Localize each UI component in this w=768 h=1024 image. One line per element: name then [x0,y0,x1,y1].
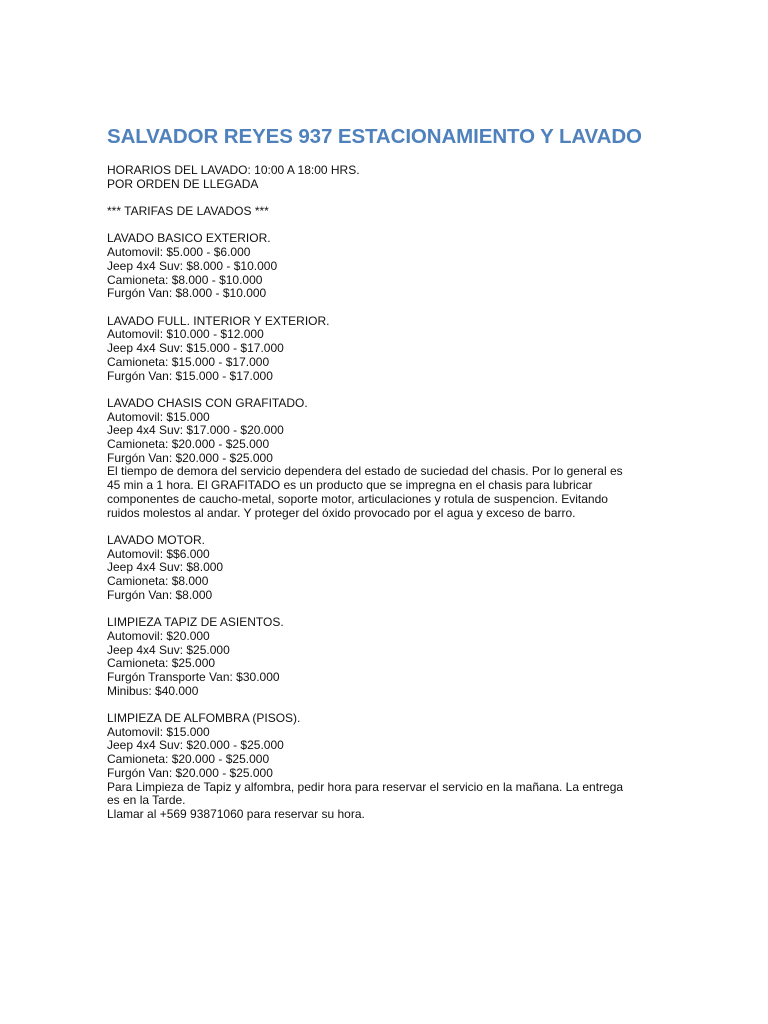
section-lavado-motor [107,534,667,603]
price-line: Automovil: $15.000 [107,724,210,739]
note-line: componentes de caucho-metal, soporte motor, articulaciones y rotula de suspencion. Evitando [107,491,608,506]
section-limpieza-tapiz [107,616,667,698]
price-line: Camioneta: $8.000 - $10.000 [107,272,263,287]
price-line: Camioneta: $20.000 - $25.000 [107,437,270,451]
price-line: Camioneta: $15.000 - $17.000 [107,354,270,369]
tarifas-heading: *** TARIFAS DE LAVADOS *** [107,204,269,219]
price-line: Furgón Van: $8.000 [107,587,213,602]
price-line: Furgón Van: $20.000 - $25.000 [107,765,273,780]
price-line: Camioneta: $25.000 [107,656,216,671]
note-line: ruidos molestos al andar. Y proteger del óxido provocado por el agua y exceso de barro. [107,505,576,520]
note-line: Para Limpieza de Tapiz y alfombra, pedir hora para reservar el servicio en la mañana. La entrega [107,779,624,794]
section-heading: LAVADO MOTOR. [107,532,206,547]
price-line: Jeep 4x4 Suv: $25.000 [107,642,230,657]
schedule-block [107,164,667,191]
note-line: 45 min a 1 hora. El GRAFITADO es un producto que se impregna en el chasis para lubricar [107,478,593,493]
section-heading: LAVADO FULL. INTERIOR Y EXTERIOR. [107,313,330,328]
price-line: Camioneta: $20.000 - $25.000 [107,752,270,767]
price-line: Camioneta: $8.000 [107,574,209,589]
price-line: Furgón Transporte Van: $30.000 [107,669,280,684]
price-line: Jeep 4x4 Suv: $17.000 - $20.000 [107,423,284,438]
section-heading: LAVADO CHASIS CON GRAFITADO. [107,395,308,410]
note-line: es en la Tarde. [107,793,186,808]
tarifas-heading-block [107,205,667,219]
section-heading: LIMPIEZA TAPIZ DE ASIENTOS. [107,615,284,630]
section-limpieza-alfombra [107,712,667,822]
price-line: Automovil: $5.000 - $6.000 [107,245,251,260]
price-line: Furgón Van: $15.000 - $17.000 [107,368,273,383]
section-heading: LIMPIEZA DE ALFOMBRA (PISOS). [107,711,301,726]
price-line: Furgón Van: $8.000 - $10.000 [107,286,267,301]
document-title: SALVADOR REYES 937 ESTACIONAMIENTO Y LAVADO [107,125,642,148]
contact-line: Llamar al +569 93871060 para reservar su hora. [107,806,365,821]
section-lavado-chasis [107,397,667,520]
price-line: Automovil: $20.000 [107,628,210,643]
price-line: Automovil: $10.000 - $12.000 [107,327,264,342]
price-line: Jeep 4x4 Suv: $20.000 - $25.000 [107,738,284,753]
price-line: Jeep 4x4 Suv: $8.000 [107,560,224,575]
price-line: Jeep 4x4 Suv: $15.000 - $17.000 [107,341,284,356]
schedule-order: POR ORDEN DE LLEGADA [107,176,259,191]
document-page [107,124,667,822]
price-line: Automovil: $15.000 [107,409,210,424]
price-line: Minibus: $40.000 [107,683,199,698]
section-lavado-full [107,315,667,384]
price-line: Jeep 4x4 Suv: $8.000 - $10.000 [107,258,278,273]
note-line: El tiempo de demora del servicio dependera del estado de suciedad del chasis. Por lo general es [107,464,623,479]
schedule-hours: HORARIOS DEL LAVADO: 10:00 A 18:00 HRS. [107,163,360,177]
price-line: Automovil: $$6.000 [107,546,210,561]
section-heading: LAVADO BASICO EXTERIOR. [107,231,271,246]
section-lavado-basico [107,232,667,301]
price-line: Furgón Van: $20.000 - $25.000 [107,450,273,465]
